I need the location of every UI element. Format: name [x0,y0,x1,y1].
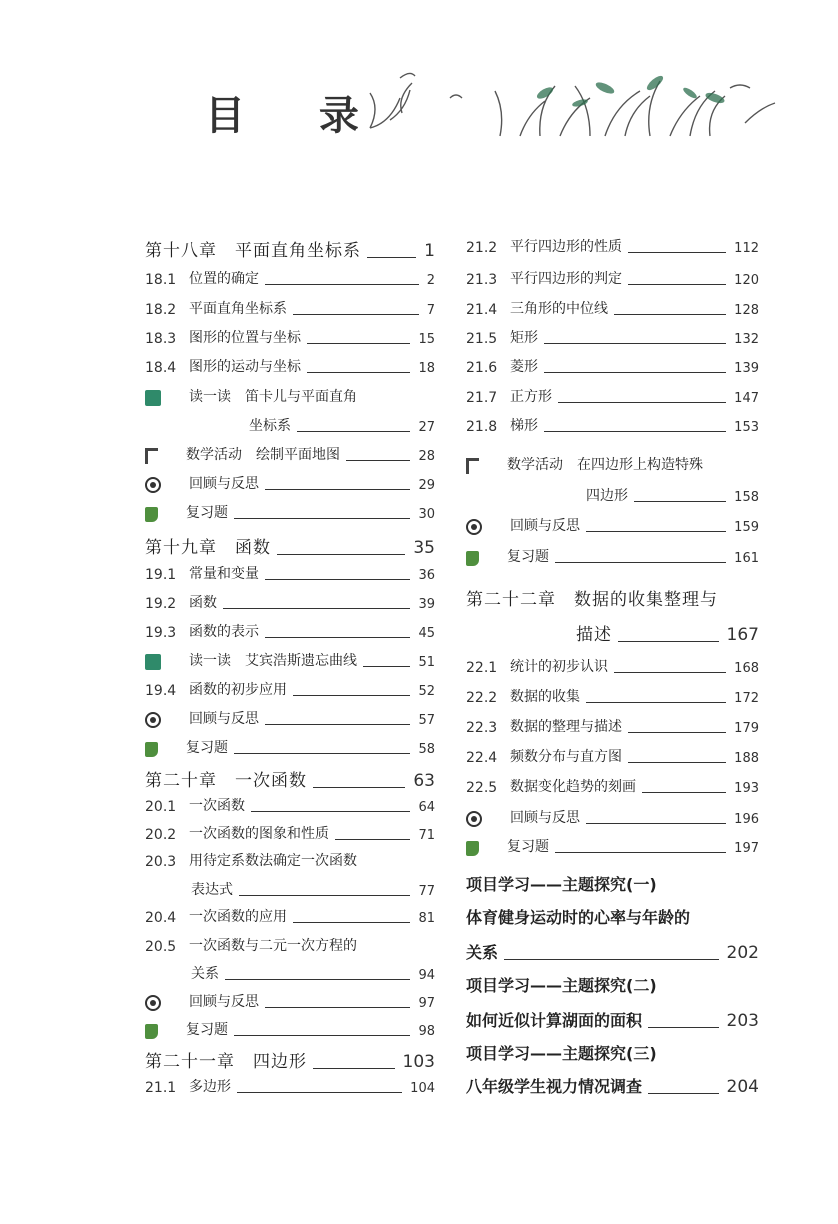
toc-entry-title: 第十九章 函数 [145,538,271,558]
toc-feature-row [145,708,435,728]
leader-line [628,761,726,763]
toc-feature-row [145,991,435,1011]
toc-entry-title: 三角形的中位线 [510,301,608,317]
toc-feature-row [466,836,759,856]
toc-section-row [466,268,759,288]
leader-line [614,313,726,315]
toc-entry-title: 菱形 [510,359,538,375]
activity-icon [145,448,158,464]
exercise-icon [145,1024,158,1039]
exercise-icon [145,742,158,757]
toc-chapter-row [145,533,435,558]
toc-entry-title: 项目学习——主题探究(三) [466,1044,657,1063]
toc-feature-row [145,502,435,522]
toc-entry-title: 回顾与反思 [510,518,580,534]
toc-project-row [466,940,759,963]
leader-line [293,921,410,923]
toc-section-row [145,679,435,699]
toc-project-row [466,973,759,996]
toc-section-row [145,327,435,347]
leader-line [648,1026,719,1028]
leader-line [265,1006,410,1008]
page-number: 132 [734,332,759,347]
page-number: 28 [418,449,435,464]
page-number: 188 [734,751,759,766]
section-number: 20.4 [145,910,177,926]
page-number: 29 [418,478,435,493]
leader-line [313,1067,395,1069]
leader-line [223,607,410,609]
toc-section-row [145,268,435,288]
page-number: 204 [726,1077,759,1097]
toc-entry-title: 读一读 笛卡儿与平面直角 [189,389,357,405]
page-number: 1 [424,241,435,261]
section-number: 20.5 [145,939,177,955]
page-number: 36 [418,568,435,583]
toc-section-row [466,776,759,796]
toc-section-row [466,686,759,706]
toc-entry-title: 平行四边形的判定 [510,271,622,287]
leader-line [558,401,726,403]
toc-section-row [145,935,435,955]
toc-feature-row [145,650,435,670]
review-icon [145,712,161,728]
exercise-icon [466,551,479,566]
leader-line [251,810,410,812]
toc-feature-row [466,546,759,566]
grass-decoration-icon [350,58,790,158]
page-number: 7 [426,303,435,318]
section-number: 20.2 [145,827,177,843]
toc-entry-title: 一次函数与二元一次方程的 [189,938,357,954]
toc-entry-title: 回顾与反思 [189,476,259,492]
section-number: 19.4 [145,683,177,699]
leader-line [544,430,726,432]
page-number: 2 [426,273,435,288]
leader-line [307,371,410,373]
page-number: 30 [418,507,435,522]
leader-line [628,731,726,733]
section-number: 21.4 [466,302,498,318]
leader-line [504,958,719,960]
page-number: 158 [734,490,759,505]
review-icon [466,811,482,827]
toc-entry-title: 常量和变量 [189,566,259,582]
activity-icon [466,458,479,474]
section-number: 19.3 [145,625,177,641]
toc-chapter-row [145,236,435,261]
section-number: 20.3 [145,854,177,870]
section-number: 21.3 [466,272,498,288]
toc-section-row [466,716,759,736]
page-number: 94 [418,968,435,983]
section-number: 21.6 [466,360,498,376]
page-number: 128 [734,303,759,318]
toc-entry-title: 一次函数 [189,798,245,814]
toc-entry-title: 第二十一章 四边形 [145,1052,307,1072]
page-number: 58 [418,742,435,757]
toc-entry-title: 数据的整理与描述 [510,719,622,735]
leader-line [265,723,410,725]
toc-section-row [466,656,759,676]
leader-line [363,665,410,667]
toc-feature-row [466,454,759,474]
leader-line [586,530,726,532]
toc-entry-title: 数据的收集 [510,689,580,705]
toc-section-row [466,236,759,256]
read-icon [145,654,161,670]
leader-line [265,488,410,490]
leader-line [234,1034,410,1036]
toc-section-row [466,327,759,347]
review-icon [145,995,161,1011]
page-number: 172 [734,691,759,706]
page-number: 120 [734,273,759,288]
section-number: 22.1 [466,660,498,676]
toc-project-row [466,872,759,895]
page-number: 196 [734,812,759,827]
toc-section-row [145,592,435,612]
toc-entry-title: 函数的表示 [189,624,259,640]
page-number: 97 [418,996,435,1011]
toc-entry-title: 数学活动 在四边形上构造特殊 [507,457,703,473]
toc-project-row [466,1008,759,1031]
exercise-icon [145,507,158,522]
leader-line [293,694,410,696]
toc-entry-title: 图形的运动与坐标 [189,359,301,375]
toc-entry-title: 坐标系 [249,418,291,434]
page-number: 57 [418,713,435,728]
leader-line [234,752,410,754]
toc-section-row [466,386,759,406]
toc-entry-title: 矩形 [510,330,538,346]
page-number: 81 [418,911,435,926]
leader-line [293,313,419,315]
leader-line [265,578,410,580]
page-number: 153 [734,420,759,435]
section-number: 18.1 [145,272,177,288]
page-number: 39 [418,597,435,612]
page-number: 112 [734,241,759,256]
page-number: 103 [402,1052,435,1072]
toc-section-row [145,850,435,870]
toc-entry-title: 体育健身运动时的心率与年龄的 [466,908,691,927]
page-number: 71 [418,828,435,843]
page-number: 77 [418,884,435,899]
leader-line [307,342,410,344]
toc-entry-title: 正方形 [510,389,552,405]
toc-section-row [145,795,435,815]
page-number: 159 [734,520,759,535]
page-number: 51 [418,655,435,670]
leader-line [297,430,410,432]
section-number: 22.3 [466,720,498,736]
page-number: 18 [418,361,435,376]
toc-chapter-row [466,585,759,610]
page-number: 203 [726,1011,759,1031]
page-number: 52 [418,684,435,699]
section-number: 21.5 [466,331,498,347]
page-number: 147 [734,391,759,406]
toc-entry-title: 一次函数的图象和性质 [189,826,329,842]
toc-continuation-row [466,485,759,505]
toc-entry-title: 位置的确定 [189,271,259,287]
leader-line [618,640,719,642]
leader-line [237,1091,402,1093]
toc-section-row [145,356,435,376]
page-number: 202 [726,943,759,963]
leader-line [628,283,726,285]
leader-line [234,517,410,519]
section-number: 19.1 [145,567,177,583]
leader-line [544,342,726,344]
page-title: 目 录 [205,92,389,139]
toc-entry-title: 四边形 [586,488,628,504]
toc-section-row [466,356,759,376]
leader-line [586,701,726,703]
toc-entry-title: 表达式 [191,882,233,898]
toc-entry-title: 多边形 [189,1079,231,1095]
toc-section-row [466,746,759,766]
section-number: 18.4 [145,360,177,376]
toc-section-row [145,906,435,926]
toc-entry-title: 一次函数的应用 [189,909,287,925]
page-number: 168 [734,661,759,676]
section-number: 22.2 [466,690,498,706]
toc-entry-title: 复习题 [186,740,228,756]
toc-feature-row [145,737,435,757]
page-number: 167 [726,625,759,645]
toc-section-row [145,563,435,583]
toc-entry-title: 梯形 [510,418,538,434]
toc-entry-title: 关系 [466,943,499,962]
toc-feature-row [145,473,435,493]
toc-feature-row [145,444,435,464]
toc-entry-title: 图形的位置与坐标 [189,330,301,346]
leader-line [555,851,726,853]
toc-section-row [466,415,759,435]
toc-entry-title: 关系 [191,966,219,982]
toc-feature-row [145,386,435,406]
page-number: 45 [418,626,435,641]
toc-continuation-row [145,963,435,983]
toc-entry-title: 项目学习——主题探究(一) [466,875,657,894]
toc-section-row [145,298,435,318]
toc-entry-title: 复习题 [186,505,228,521]
section-number: 19.2 [145,596,177,612]
leader-line [628,251,726,253]
toc-entry-title: 回顾与反思 [510,810,580,826]
toc-entry-title: 平面直角坐标系 [189,301,287,317]
toc-entry-title: 频数分布与直方图 [510,749,622,765]
toc-entry-title: 如何近似计算湖面的面积 [466,1011,643,1030]
leader-line [335,838,410,840]
leader-line [225,978,410,980]
section-number: 22.5 [466,780,498,796]
toc-entry-title: 数据变化趋势的刻画 [510,779,636,795]
leader-line [586,822,726,824]
toc-entry-title: 八年级学生视力情况调查 [466,1077,643,1096]
toc-entry-title: 复习题 [507,839,549,855]
leader-line [367,256,416,258]
page-number: 179 [734,721,759,736]
page-number: 27 [418,420,435,435]
leader-line [346,459,410,461]
toc-entry-title: 函数的初步应用 [189,682,287,698]
leader-line [277,553,405,555]
toc-section-row [145,823,435,843]
page-number: 63 [413,771,435,791]
review-icon [466,519,482,535]
toc-section-row [145,1076,435,1096]
section-number: 22.4 [466,750,498,766]
leader-line [634,500,726,502]
toc-entry-title: 用待定系数法确定一次函数 [189,853,357,869]
section-number: 21.8 [466,419,498,435]
toc-continuation-row [145,879,435,899]
toc-feature-row [466,515,759,535]
toc-project-row [466,1074,759,1097]
toc-chapter-row [145,1047,435,1072]
leader-line [555,561,726,563]
leader-line [265,636,410,638]
toc-feature-row [466,807,759,827]
leader-line [265,283,419,285]
toc-entry-title: 回顾与反思 [189,994,259,1010]
leader-line [313,786,405,788]
toc-entry-title: 回顾与反思 [189,711,259,727]
toc-section-row [145,621,435,641]
page-number: 98 [418,1024,435,1039]
toc-entry-title: 复习题 [507,549,549,565]
toc-continuation-row [145,415,435,435]
page-number: 193 [734,781,759,796]
toc-entry-title: 描述 [576,625,612,645]
toc-chapter-row [145,766,435,791]
leader-line [648,1092,719,1094]
read-icon [145,390,161,406]
section-number: 21.2 [466,240,498,256]
page-number: 139 [734,361,759,376]
page-number: 15 [418,332,435,347]
section-number: 18.2 [145,302,177,318]
page-number: 161 [734,551,759,566]
toc-entry-title: 第二十二章 数据的收集整理与 [466,590,718,610]
section-number: 18.3 [145,331,177,347]
toc-entry-title: 项目学习——主题探究(二) [466,976,657,995]
toc-entry-title: 函数 [189,595,217,611]
page-number: 35 [413,538,435,558]
toc-entry-title: 第十八章 平面直角坐标系 [145,241,361,261]
review-icon [145,477,161,493]
leader-line [614,671,726,673]
toc-entry-title: 统计的初步认识 [510,659,608,675]
toc-chapter-row [466,620,759,645]
toc-entry-title: 读一读 艾宾浩斯遗忘曲线 [189,653,357,669]
toc-section-row [466,298,759,318]
exercise-icon [466,841,479,856]
toc-project-row [466,905,759,928]
toc-entry-title: 数学活动 绘制平面地图 [186,447,340,463]
section-number: 21.7 [466,390,498,406]
toc-project-row [466,1041,759,1064]
leader-line [544,371,726,373]
section-number: 21.1 [145,1080,177,1096]
leader-line [239,894,410,896]
page-number: 64 [418,800,435,815]
page-number: 104 [410,1081,435,1096]
leader-line [642,791,726,793]
toc-feature-row [145,1019,435,1039]
section-number: 20.1 [145,799,177,815]
toc-entry-title: 平行四边形的性质 [510,239,622,255]
toc-entry-title: 第二十章 一次函数 [145,771,307,791]
page-number: 197 [734,841,759,856]
toc-entry-title: 复习题 [186,1022,228,1038]
